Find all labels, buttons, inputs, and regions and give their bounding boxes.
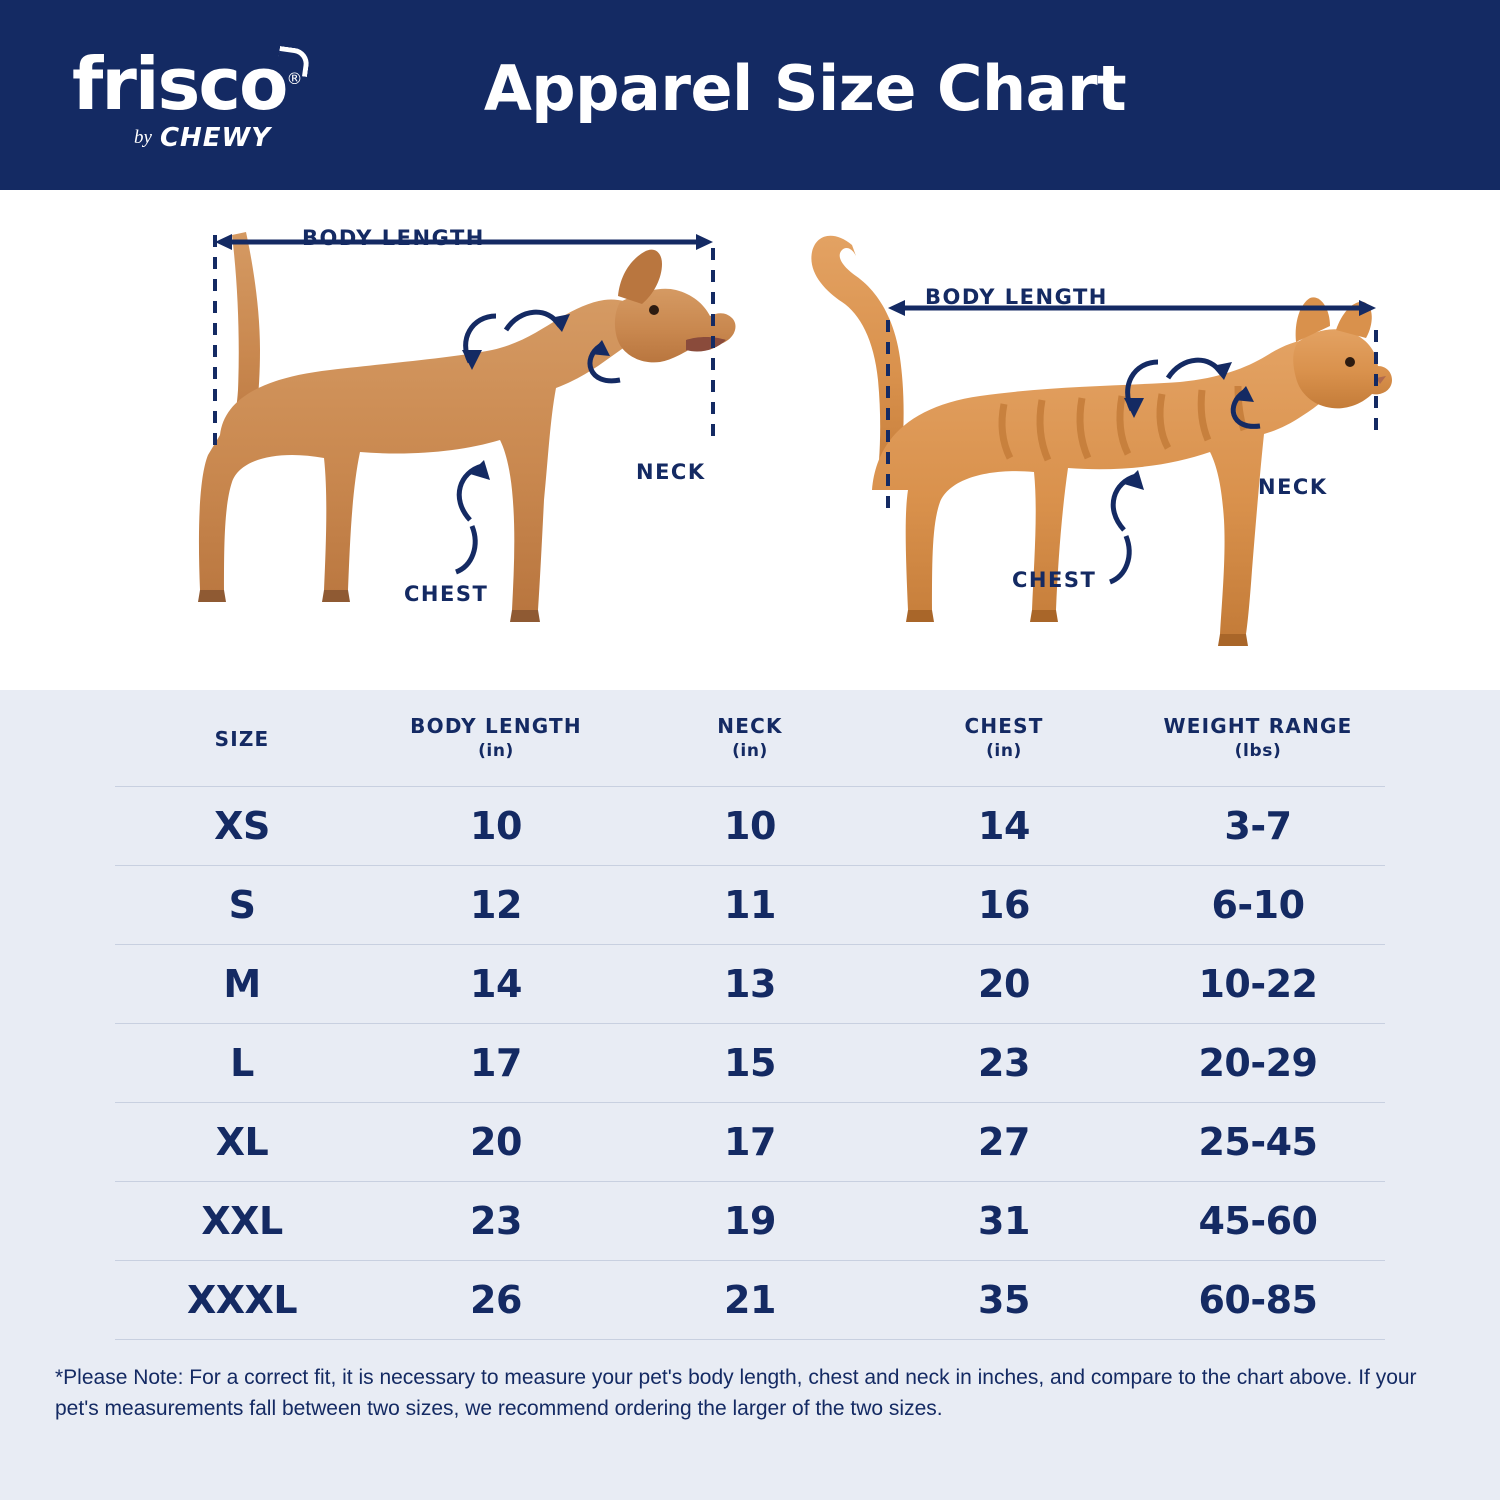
cell-size: L [115, 1024, 369, 1103]
table-row [115, 787, 1385, 866]
cell-size: M [115, 945, 369, 1024]
column-header-chest [877, 690, 1131, 787]
cell-chest: 20 [877, 945, 1131, 1024]
page-title: Apparel Size Chart [483, 52, 1127, 125]
size-table [115, 690, 1385, 1340]
column-header-chest-label: CHEST [964, 714, 1044, 738]
dog-neck-label: NECK [636, 460, 706, 484]
column-header-neck-label: NECK [717, 714, 783, 738]
registered-mark: ® [286, 69, 303, 88]
table-row [115, 866, 1385, 945]
cat-neck-label: NECK [1258, 475, 1328, 499]
column-header-chest-unit: (in) [986, 741, 1022, 761]
table-header [115, 690, 1385, 787]
column-header-body-length [369, 690, 623, 787]
column-header-size [115, 690, 369, 787]
cell-weight: 6-10 [1131, 866, 1385, 945]
cell-body-length: 10 [369, 787, 623, 866]
cell-weight: 10-22 [1131, 945, 1385, 1024]
cell-body-length: 17 [369, 1024, 623, 1103]
dog-illustration [120, 190, 760, 690]
column-header-neck [623, 690, 877, 787]
table-row [115, 1103, 1385, 1182]
size-table-section [0, 690, 1500, 1500]
table-row [115, 1024, 1385, 1103]
column-header-weight-range-label: WEIGHT RANGE [1163, 714, 1353, 738]
cell-neck: 15 [623, 1024, 877, 1103]
cell-weight: 3-7 [1131, 787, 1385, 866]
column-header-weight-range [1131, 690, 1385, 787]
cell-body-length: 23 [369, 1182, 623, 1261]
dog-body-length-label: BODY LENGTH [302, 226, 485, 250]
cell-chest: 16 [877, 866, 1131, 945]
cell-neck: 11 [623, 866, 877, 945]
dog-chest-label: CHEST [404, 582, 489, 606]
column-header-weight-range-unit: (lbs) [1234, 741, 1282, 761]
brand-word-text: frisco [72, 42, 287, 126]
column-header-neck-unit: (in) [732, 741, 768, 761]
cell-chest: 14 [877, 787, 1131, 866]
cell-size: S [115, 866, 369, 945]
column-header-body-length-label: BODY LENGTH [410, 714, 582, 738]
cell-chest: 31 [877, 1182, 1131, 1261]
cell-weight: 60-85 [1131, 1261, 1385, 1340]
page-header [0, 0, 1500, 190]
cell-weight: 45-60 [1131, 1182, 1385, 1261]
cat-body-length-label: BODY LENGTH [925, 285, 1108, 309]
cell-size: XXXL [115, 1261, 369, 1340]
cell-neck: 19 [623, 1182, 877, 1261]
cell-body-length: 20 [369, 1103, 623, 1182]
cell-neck: 13 [623, 945, 877, 1024]
brand-byline [134, 123, 372, 153]
measurement-illustrations [0, 190, 1500, 690]
column-header-size-label: SIZE [214, 726, 270, 751]
cell-size: XXL [115, 1182, 369, 1261]
cell-chest: 35 [877, 1261, 1131, 1340]
cell-size: XS [115, 787, 369, 866]
cell-body-length: 12 [369, 866, 623, 945]
cell-chest: 27 [877, 1103, 1131, 1182]
cat-illustration [790, 190, 1410, 690]
table-row [115, 1261, 1385, 1340]
cell-chest: 23 [877, 1024, 1131, 1103]
cell-weight: 20-29 [1131, 1024, 1385, 1103]
cat-chest-label: CHEST [1012, 568, 1097, 592]
cell-body-length: 26 [369, 1261, 623, 1340]
table-body [115, 787, 1385, 1340]
footnote: *Please Note: For a correct fit, it is necessary to measure your pet's body length, chest and neck in inches, and compare to the chart above. If your pet's measurements fall between two sizes, we recommend ordering the larger of the two sizes. [55, 1366, 1417, 1420]
brand-by-label: by [134, 127, 152, 148]
cell-size: XL [115, 1103, 369, 1182]
column-header-body-length-unit: (in) [478, 741, 514, 761]
cell-body-length: 14 [369, 945, 623, 1024]
table-header-row [115, 690, 1385, 787]
cell-neck: 21 [623, 1261, 877, 1340]
table-row [115, 1182, 1385, 1261]
cell-neck: 17 [623, 1103, 877, 1182]
table-row [115, 945, 1385, 1024]
cell-neck: 10 [623, 787, 877, 866]
cell-weight: 25-45 [1131, 1103, 1385, 1182]
brand-parent-label: CHEWY [159, 123, 272, 153]
